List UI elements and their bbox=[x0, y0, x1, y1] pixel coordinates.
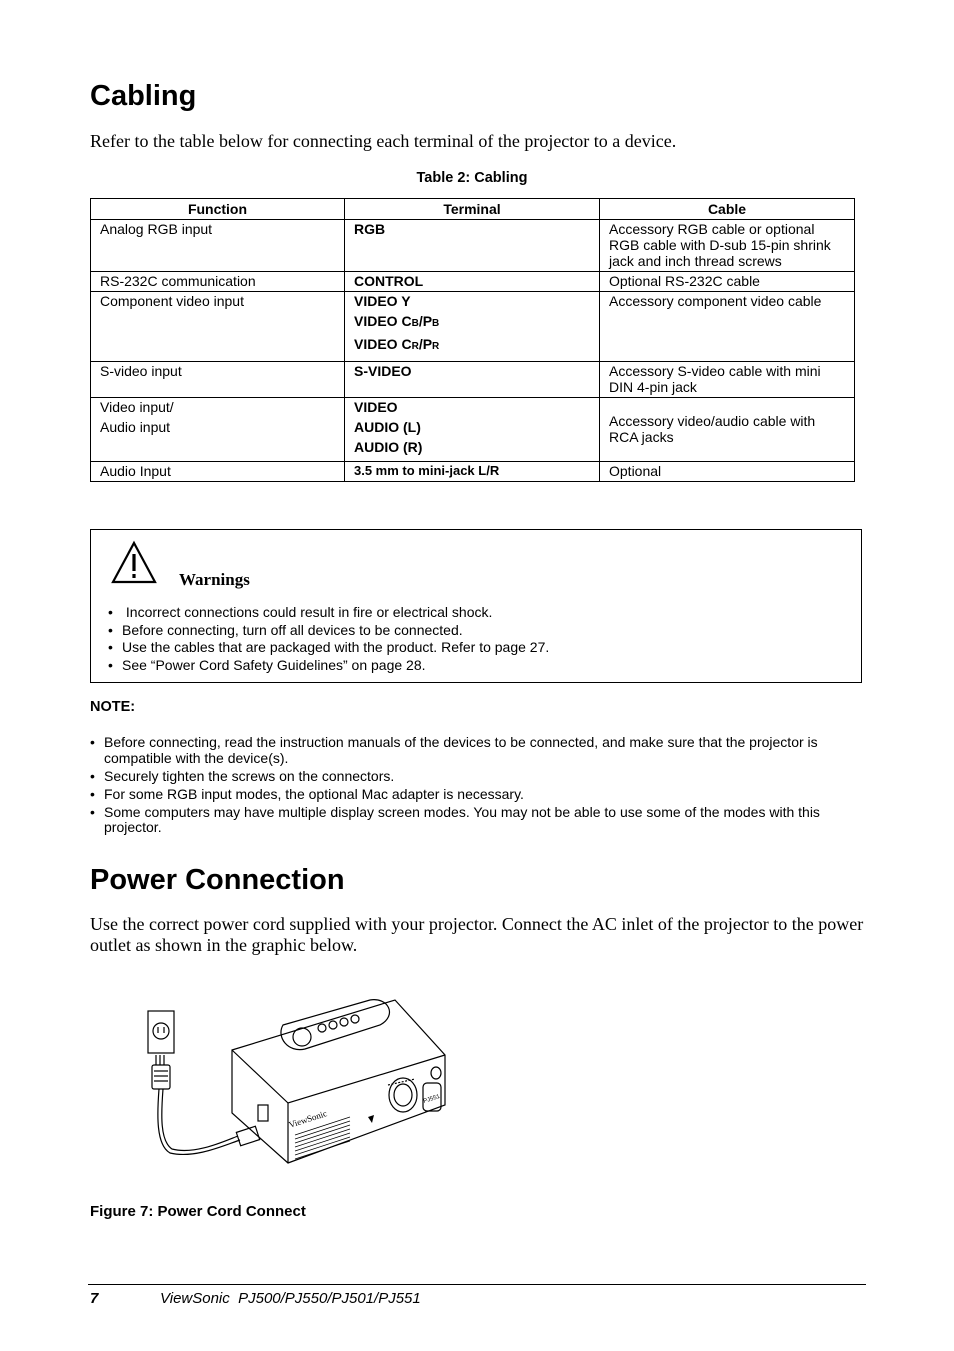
cell-function bbox=[91, 362, 345, 398]
intro-paragraph: Refer to the table below for connecting each terminal of the projector to a device. bbox=[90, 131, 677, 151]
list-item-text: Incorrect connections could result in fire or electrical shock. bbox=[122, 604, 493, 620]
table-row bbox=[91, 292, 855, 362]
page-number: 7 bbox=[90, 1290, 99, 1307]
list-item bbox=[108, 604, 549, 622]
function-text: Video input/ bbox=[100, 399, 174, 415]
function-text: RS-232C communication bbox=[100, 273, 256, 289]
table-row bbox=[91, 272, 855, 292]
header-terminal: Terminal bbox=[345, 199, 600, 220]
header-function: Function bbox=[91, 199, 345, 220]
list-item-text: Before connecting, turn off all devices to be connected. bbox=[122, 621, 463, 638]
warnings-list bbox=[108, 604, 549, 674]
cell-function bbox=[91, 292, 345, 362]
warning-triangle-icon bbox=[111, 540, 157, 584]
cell-function bbox=[91, 220, 345, 272]
cable-text: Accessory video/audio cable with RCA jacks bbox=[609, 413, 816, 445]
note-label: NOTE: bbox=[90, 699, 136, 715]
figure-caption: Figure 7: Power Cord Connect bbox=[90, 1203, 306, 1220]
list-item-text: Before connecting, read the instruction manuals of the devices to be connected, and make sure that the projector is compatible with the device(s). bbox=[104, 734, 818, 766]
list-item bbox=[108, 622, 549, 640]
table-row bbox=[91, 462, 855, 482]
bullet-icon: • bbox=[90, 785, 95, 802]
list-item-text: Securely tighten the screws on the connectors. bbox=[104, 767, 395, 784]
section-title-power-connection: Power Connection bbox=[90, 864, 345, 896]
list-item bbox=[90, 805, 850, 836]
cell-terminal bbox=[345, 292, 600, 362]
terminal-text: AUDIO (R) bbox=[354, 439, 423, 455]
cell-terminal bbox=[345, 220, 600, 272]
header-cable: Cable bbox=[600, 199, 855, 220]
terminal-text: VIDEO CB/PB bbox=[354, 313, 440, 329]
cell-cable: Optional RS-232C cable bbox=[600, 272, 855, 292]
list-item-text: See “Power Cord Safety Guidelines” on page 28. bbox=[122, 656, 426, 673]
cell-cable: Accessory S-video cable with mini DIN 4-pin jack bbox=[600, 362, 855, 398]
bullet-icon: • bbox=[108, 656, 113, 673]
cell-terminal bbox=[345, 398, 600, 462]
terminal-text: RGB bbox=[354, 221, 386, 237]
list-item bbox=[90, 769, 850, 785]
cell-cable bbox=[600, 398, 855, 462]
table-row bbox=[91, 220, 855, 272]
cell-terminal bbox=[345, 362, 600, 398]
bullet-icon: • bbox=[90, 767, 95, 784]
terminal-text: S-VIDEO bbox=[354, 363, 412, 379]
list-item bbox=[90, 735, 850, 766]
table-row bbox=[91, 398, 855, 462]
note-list bbox=[90, 735, 850, 838]
bullet-icon: • bbox=[90, 803, 95, 820]
projector-power-cord-illustration bbox=[140, 995, 450, 1175]
terminal-text: VIDEO bbox=[354, 399, 398, 415]
power-paragraph: Use the correct power cord supplied with your projector. Connect the AC inlet of the projector to the power outlet as shown in the graphic below. bbox=[90, 914, 864, 955]
table-row bbox=[91, 362, 855, 398]
terminal-text: AUDIO (L) bbox=[354, 419, 421, 435]
terminal-text: CONTROL bbox=[354, 273, 424, 289]
function-text: Audio Input bbox=[100, 463, 171, 479]
cell-cable: Accessory component video cable bbox=[600, 292, 855, 362]
cell-terminal bbox=[345, 462, 600, 482]
list-item bbox=[108, 657, 549, 675]
list-item-text: For some RGB input modes, the optional Mac adapter is necessary. bbox=[104, 785, 524, 802]
cell-function bbox=[91, 272, 345, 292]
cell-function bbox=[91, 462, 345, 482]
cell-cable: Accessory RGB cable or optional RGB cable with D-sub 15-pin shrink jack and inch thread screws bbox=[600, 220, 855, 272]
cabling-table bbox=[90, 198, 855, 482]
table-caption: Table 2: Cabling bbox=[416, 170, 528, 186]
list-item-text: Use the cables that are packaged with the product. Refer to page 27. bbox=[122, 639, 550, 655]
terminal-text: VIDEO CR/PR bbox=[354, 336, 440, 352]
warnings-box bbox=[90, 529, 862, 683]
list-item bbox=[108, 639, 549, 657]
cell-function bbox=[91, 398, 345, 462]
brand-label: ViewSonic bbox=[287, 1108, 329, 1130]
cell-cable: Optional bbox=[600, 462, 855, 482]
section-title-cabling: Cabling bbox=[90, 80, 197, 112]
footer-title: ViewSonic PJ500/PJ550/PJ501/PJ551 bbox=[160, 1290, 421, 1307]
function-text: Analog RGB input bbox=[100, 221, 213, 237]
footer-divider bbox=[88, 1284, 866, 1285]
bullet-icon: • bbox=[108, 639, 113, 655]
list-item-text: Some computers may have multiple display screen modes. You may not be able to use some of the modes with this projector. bbox=[104, 803, 820, 835]
bullet-icon: • bbox=[90, 734, 95, 750]
terminal-text: VIDEO Y bbox=[354, 293, 411, 309]
cell-terminal bbox=[345, 272, 600, 292]
function-text: S-video input bbox=[100, 363, 182, 379]
model-label: PJ551 bbox=[422, 1093, 441, 1105]
bullet-icon: • bbox=[108, 604, 113, 620]
table-header-row bbox=[91, 199, 855, 220]
list-item bbox=[90, 787, 850, 803]
warnings-title: Warnings bbox=[179, 570, 250, 589]
function-text: Component video input bbox=[100, 293, 244, 309]
function-text: Audio input bbox=[100, 419, 171, 435]
bullet-icon: • bbox=[108, 621, 113, 638]
terminal-text: 3.5 mm to mini-jack L/R bbox=[354, 463, 500, 478]
